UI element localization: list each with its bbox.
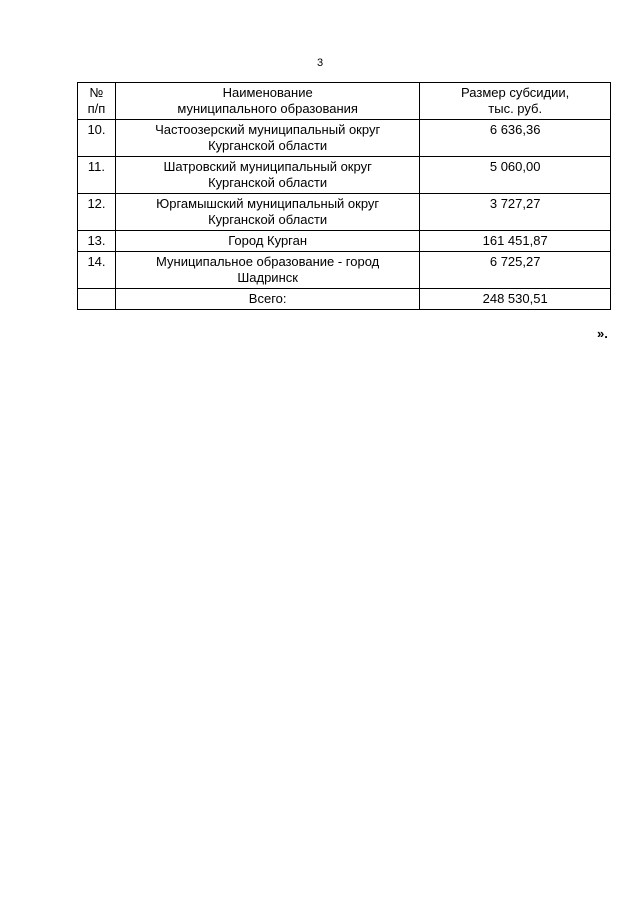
table-row: [78, 252, 611, 289]
row-municipality-line2: Шадринск: [237, 270, 298, 285]
header-subsidy-amount: [420, 83, 611, 120]
total-row: [78, 289, 611, 310]
table-row: [78, 157, 611, 194]
row-number: 10.: [78, 120, 116, 157]
page-number: 3: [316, 57, 324, 69]
closing-quote-mark: ».: [597, 326, 608, 341]
total-label: Всего:: [115, 289, 419, 310]
row-number: 13.: [78, 231, 116, 252]
table-row: [78, 231, 611, 252]
table-header-row: [78, 83, 611, 120]
row-municipality: [115, 231, 419, 252]
row-municipality-line1: Муниципальное образование - город: [156, 254, 380, 269]
row-number: 11.: [78, 157, 116, 194]
row-amount: 6 725,27: [420, 252, 611, 289]
header-municipality-line1: Наименование: [222, 85, 313, 100]
row-municipality-line1: Город Курган: [228, 233, 308, 248]
header-number-line2: п/п: [87, 101, 106, 116]
header-municipality: [115, 83, 419, 120]
row-amount: 6 636,36: [420, 120, 611, 157]
table-row: [78, 120, 611, 157]
row-municipality-line2: Курганской области: [208, 138, 328, 153]
subsidy-table: [77, 82, 611, 310]
row-number: 12.: [78, 194, 116, 231]
row-amount: 161 451,87: [420, 231, 611, 252]
row-municipality-line1: Шатровский муниципальный округ: [163, 159, 372, 174]
header-number-line1: №: [89, 85, 104, 100]
row-municipality-line1: Юргамышский муниципальный округ: [156, 196, 380, 211]
header-amount-line2: тыс. руб.: [488, 101, 543, 116]
total-number-empty: [78, 289, 116, 310]
row-amount: 3 727,27: [420, 194, 611, 231]
row-municipality: [115, 157, 419, 194]
header-amount-line1: Размер субсидии,: [461, 85, 570, 100]
table-row: [78, 194, 611, 231]
row-municipality: [115, 194, 419, 231]
row-number: 14.: [78, 252, 116, 289]
row-municipality: [115, 120, 419, 157]
header-municipality-line2: муниципального образования: [177, 101, 358, 116]
row-municipality-line1: Частоозерский муниципальный округ: [155, 122, 381, 137]
row-municipality-line2: Курганской области: [208, 175, 328, 190]
row-municipality: [115, 252, 419, 289]
header-number: [78, 83, 116, 120]
row-municipality-line2: Курганской области: [208, 212, 328, 227]
row-amount: 5 060,00: [420, 157, 611, 194]
total-amount: 248 530,51: [420, 289, 611, 310]
